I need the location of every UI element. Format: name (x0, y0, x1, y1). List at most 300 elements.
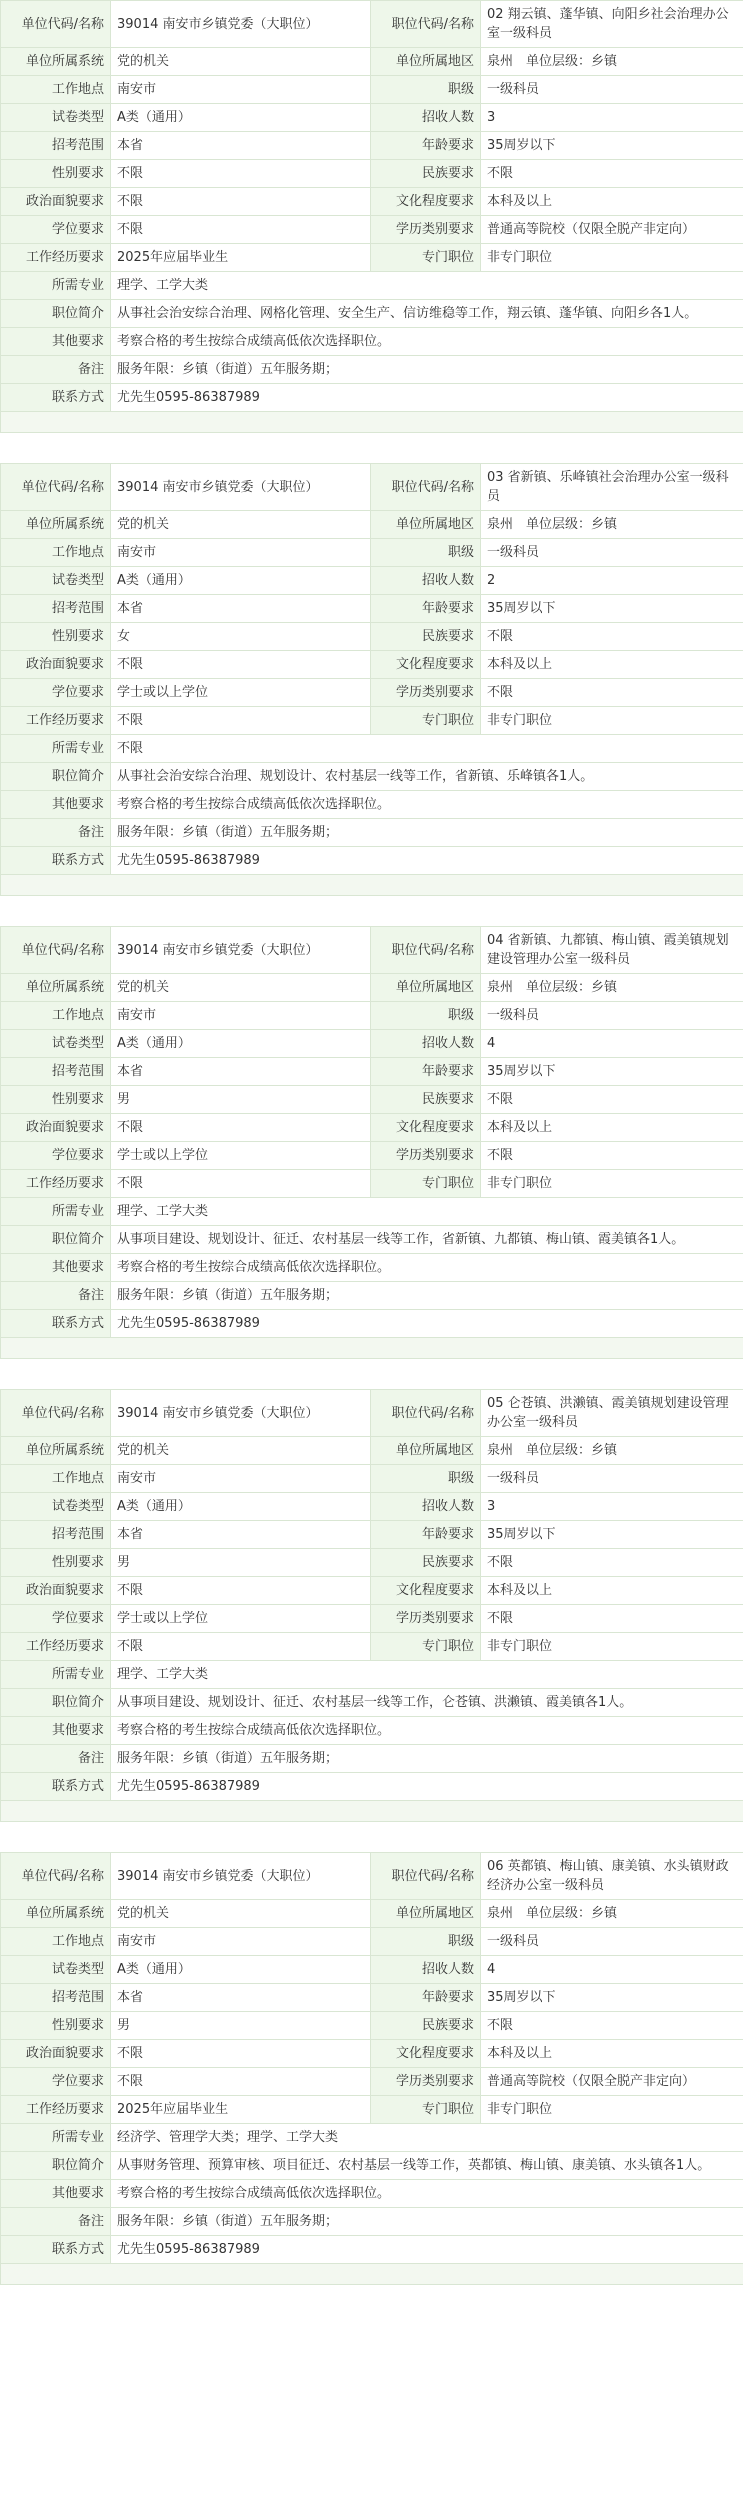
table-row (1, 1114, 743, 1142)
table-footer-row (1, 1338, 743, 1359)
table-row (1, 927, 743, 974)
unit-system-value: 党的机关 (111, 1437, 371, 1465)
education-req-value: 本科及以上 (481, 651, 743, 679)
table-row (1, 2012, 743, 2040)
gender-req-value: 不限 (111, 160, 371, 188)
table-row (1, 1142, 743, 1170)
school-req-value: 普通高等院校（仅限全脱产非定向） (481, 216, 743, 244)
position-code-name-label: 职位代码/名称 (371, 1390, 481, 1437)
work-location-value: 南安市 (111, 1465, 371, 1493)
position-table (0, 0, 743, 433)
degree-req-label: 学位要求 (1, 216, 111, 244)
major-label: 所需专业 (1, 272, 111, 300)
age-req-value: 35周岁以下 (481, 1984, 743, 2012)
exam-type-value: A类（通用） (111, 1956, 371, 1984)
ethnic-req-value: 不限 (481, 2012, 743, 2040)
table-row (1, 1282, 743, 1310)
contact-value: 尤先生0595-86387989 (111, 2236, 743, 2264)
rank-value: 一级科员 (481, 1002, 743, 1030)
recruit-count-label: 招收人数 (371, 104, 481, 132)
table-row (1, 384, 743, 412)
other-req-label: 其他要求 (1, 328, 111, 356)
dedicated-post-value: 非专门职位 (481, 1633, 743, 1661)
degree-req-label: 学位要求 (1, 1142, 111, 1170)
political-req-label: 政治面貌要求 (1, 188, 111, 216)
unit-system-value: 党的机关 (111, 48, 371, 76)
unit-region-value: 泉州 单位层级：乡镇 (481, 974, 743, 1002)
work-exp-req-value: 不限 (111, 1170, 371, 1198)
gender-req-label: 性别要求 (1, 1549, 111, 1577)
political-req-value: 不限 (111, 188, 371, 216)
recruit-scope-value: 本省 (111, 1984, 371, 2012)
education-req-value: 本科及以上 (481, 188, 743, 216)
ethnic-req-label: 民族要求 (371, 623, 481, 651)
age-req-label: 年龄要求 (371, 1984, 481, 2012)
major-value: 理学、工学大类 (111, 272, 743, 300)
work-exp-req-value: 2025年应届毕业生 (111, 244, 371, 272)
rank-value: 一级科员 (481, 1928, 743, 1956)
political-req-value: 不限 (111, 2040, 371, 2068)
table-row (1, 1437, 743, 1465)
table-row (1, 1002, 743, 1030)
dedicated-post-value: 非专门职位 (481, 2096, 743, 2124)
ethnic-req-label: 民族要求 (371, 2012, 481, 2040)
education-req-value: 本科及以上 (481, 1114, 743, 1142)
exam-type-value: A类（通用） (111, 1493, 371, 1521)
school-req-value: 普通高等院校（仅限全脱产非定向） (481, 2068, 743, 2096)
degree-req-value: 学士或以上学位 (111, 1605, 371, 1633)
other-req-value: 考察合格的考生按综合成绩高低依次选择职位。 (111, 2180, 743, 2208)
exam-type-label: 试卷类型 (1, 1956, 111, 1984)
post-intro-label: 职位简介 (1, 763, 111, 791)
post-intro-value: 从事财务管理、预算审核、项目征迁、农村基层一线等工作，英都镇、梅山镇、康美镇、水头镇各1人。 (111, 2152, 743, 2180)
table-row (1, 356, 743, 384)
exam-type-label: 试卷类型 (1, 104, 111, 132)
age-req-value: 35周岁以下 (481, 1521, 743, 1549)
recruit-scope-label: 招考范围 (1, 1984, 111, 2012)
education-req-label: 文化程度要求 (371, 651, 481, 679)
recruit-scope-value: 本省 (111, 1058, 371, 1086)
degree-req-label: 学位要求 (1, 679, 111, 707)
unit-code-name-label: 单位代码/名称 (1, 464, 111, 511)
post-intro-value: 从事社会治安综合治理、网格化管理、安全生产、信访维稳等工作，翔云镇、蓬华镇、向阳乡各1人。 (111, 300, 743, 328)
degree-req-label: 学位要求 (1, 2068, 111, 2096)
table-row (1, 1633, 743, 1661)
unit-region-label: 单位所属地区 (371, 974, 481, 1002)
work-location-value: 南安市 (111, 1928, 371, 1956)
age-req-label: 年龄要求 (371, 132, 481, 160)
table-row (1, 679, 743, 707)
school-req-label: 学历类别要求 (371, 1605, 481, 1633)
unit-code-name-value: 39014 南安市乡镇党委（大职位） (111, 927, 371, 974)
rank-label: 职级 (371, 76, 481, 104)
age-req-label: 年龄要求 (371, 1058, 481, 1086)
table-footer (1, 875, 743, 896)
political-req-label: 政治面貌要求 (1, 2040, 111, 2068)
education-req-value: 本科及以上 (481, 2040, 743, 2068)
table-row (1, 2208, 743, 2236)
post-intro-label: 职位简介 (1, 1226, 111, 1254)
major-value: 不限 (111, 735, 743, 763)
position-code-name-value: 06 英都镇、梅山镇、康美镇、水头镇财政经济办公室一级科员 (481, 1853, 743, 1900)
ethnic-req-value: 不限 (481, 160, 743, 188)
work-location-label: 工作地点 (1, 1002, 111, 1030)
unit-code-name-value: 39014 南安市乡镇党委（大职位） (111, 1853, 371, 1900)
position-code-name-value: 05 仑苍镇、洪濑镇、霞美镇规划建设管理办公室一级科员 (481, 1390, 743, 1437)
unit-code-name-label: 单位代码/名称 (1, 1390, 111, 1437)
other-req-label: 其他要求 (1, 791, 111, 819)
unit-region-label: 单位所属地区 (371, 48, 481, 76)
gender-req-label: 性别要求 (1, 2012, 111, 2040)
work-exp-req-value: 不限 (111, 1633, 371, 1661)
age-req-value: 35周岁以下 (481, 595, 743, 623)
table-row (1, 1773, 743, 1801)
unit-system-label: 单位所属系统 (1, 974, 111, 1002)
rank-value: 一级科员 (481, 76, 743, 104)
table-row (1, 2152, 743, 2180)
remark-value: 服务年限：乡镇（街道）五年服务期； (111, 356, 743, 384)
major-label: 所需专业 (1, 1198, 111, 1226)
table-row (1, 763, 743, 791)
work-exp-req-label: 工作经历要求 (1, 244, 111, 272)
work-exp-req-value: 不限 (111, 707, 371, 735)
recruit-scope-value: 本省 (111, 1521, 371, 1549)
school-req-label: 学历类别要求 (371, 679, 481, 707)
table-row (1, 1549, 743, 1577)
contact-value: 尤先生0595-86387989 (111, 847, 743, 875)
major-value: 理学、工学大类 (111, 1198, 743, 1226)
work-exp-req-label: 工作经历要求 (1, 1633, 111, 1661)
post-intro-label: 职位简介 (1, 1689, 111, 1717)
unit-region-value: 泉州 单位层级：乡镇 (481, 1900, 743, 1928)
table-row (1, 1689, 743, 1717)
degree-req-value: 不限 (111, 216, 371, 244)
political-req-label: 政治面貌要求 (1, 651, 111, 679)
position-block (0, 463, 743, 896)
position-block (0, 926, 743, 1359)
ethnic-req-value: 不限 (481, 1086, 743, 1114)
recruit-scope-label: 招考范围 (1, 1521, 111, 1549)
position-block (0, 1389, 743, 1822)
work-location-label: 工作地点 (1, 1465, 111, 1493)
contact-label: 联系方式 (1, 1773, 111, 1801)
major-label: 所需专业 (1, 2124, 111, 2152)
education-req-label: 文化程度要求 (371, 188, 481, 216)
unit-code-name-value: 39014 南安市乡镇党委（大职位） (111, 1390, 371, 1437)
gender-req-label: 性别要求 (1, 160, 111, 188)
dedicated-post-value: 非专门职位 (481, 707, 743, 735)
work-exp-req-label: 工作经历要求 (1, 2096, 111, 2124)
table-row (1, 1577, 743, 1605)
other-req-value: 考察合格的考生按综合成绩高低依次选择职位。 (111, 791, 743, 819)
dedicated-post-label: 专门职位 (371, 707, 481, 735)
dedicated-post-label: 专门职位 (371, 1170, 481, 1198)
table-row (1, 735, 743, 763)
exam-type-value: A类（通用） (111, 567, 371, 595)
position-block (0, 0, 743, 433)
age-req-value: 35周岁以下 (481, 132, 743, 160)
table-row (1, 847, 743, 875)
school-req-value: 不限 (481, 1142, 743, 1170)
table-row (1, 1605, 743, 1633)
recruit-count-value: 4 (481, 1956, 743, 1984)
table-row (1, 188, 743, 216)
table-row (1, 1956, 743, 1984)
table-row (1, 328, 743, 356)
education-req-label: 文化程度要求 (371, 2040, 481, 2068)
table-row (1, 464, 743, 511)
recruit-scope-value: 本省 (111, 132, 371, 160)
table-row (1, 1853, 743, 1900)
table-row (1, 1254, 743, 1282)
table-footer-row (1, 412, 743, 433)
table-row (1, 1226, 743, 1254)
unit-code-name-label: 单位代码/名称 (1, 1, 111, 48)
table-row (1, 2096, 743, 2124)
table-row (1, 1900, 743, 1928)
remark-value: 服务年限：乡镇（街道）五年服务期； (111, 819, 743, 847)
work-exp-req-label: 工作经历要求 (1, 1170, 111, 1198)
table-row (1, 1058, 743, 1086)
political-req-value: 不限 (111, 651, 371, 679)
education-req-label: 文化程度要求 (371, 1577, 481, 1605)
contact-value: 尤先生0595-86387989 (111, 1310, 743, 1338)
table-row (1, 244, 743, 272)
position-code-name-value: 04 省新镇、九都镇、梅山镇、霞美镇规划建设管理办公室一级科员 (481, 927, 743, 974)
work-exp-req-value: 2025年应届毕业生 (111, 2096, 371, 2124)
exam-type-value: A类（通用） (111, 1030, 371, 1058)
post-intro-value: 从事社会治安综合治理、规划设计、农村基层一线等工作，省新镇、乐峰镇各1人。 (111, 763, 743, 791)
other-req-value: 考察合格的考生按综合成绩高低依次选择职位。 (111, 328, 743, 356)
table-row (1, 1086, 743, 1114)
exam-type-label: 试卷类型 (1, 1493, 111, 1521)
work-location-value: 南安市 (111, 539, 371, 567)
post-intro-value: 从事项目建设、规划设计、征迁、农村基层一线等工作，仑苍镇、洪濑镇、霞美镇各1人。 (111, 1689, 743, 1717)
table-row (1, 1170, 743, 1198)
work-location-label: 工作地点 (1, 1928, 111, 1956)
remark-label: 备注 (1, 2208, 111, 2236)
degree-req-label: 学位要求 (1, 1605, 111, 1633)
school-req-value: 不限 (481, 1605, 743, 1633)
table-row (1, 1493, 743, 1521)
table-footer-row (1, 1801, 743, 1822)
position-code-name-value: 02 翔云镇、蓬华镇、向阳乡社会治理办公室一级科员 (481, 1, 743, 48)
contact-label: 联系方式 (1, 384, 111, 412)
dedicated-post-label: 专门职位 (371, 2096, 481, 2124)
table-footer (1, 412, 743, 433)
contact-label: 联系方式 (1, 847, 111, 875)
gender-req-value: 女 (111, 623, 371, 651)
recruit-count-label: 招收人数 (371, 567, 481, 595)
political-req-label: 政治面貌要求 (1, 1577, 111, 1605)
other-req-label: 其他要求 (1, 2180, 111, 2208)
unit-region-value: 泉州 单位层级：乡镇 (481, 48, 743, 76)
table-row (1, 300, 743, 328)
other-req-label: 其他要求 (1, 1717, 111, 1745)
unit-system-value: 党的机关 (111, 974, 371, 1002)
dedicated-post-label: 专门职位 (371, 244, 481, 272)
unit-system-label: 单位所属系统 (1, 48, 111, 76)
table-footer (1, 2264, 743, 2285)
recruit-count-label: 招收人数 (371, 1030, 481, 1058)
table-row (1, 651, 743, 679)
ethnic-req-label: 民族要求 (371, 1086, 481, 1114)
rank-value: 一级科员 (481, 539, 743, 567)
table-footer (1, 1338, 743, 1359)
work-exp-req-label: 工作经历要求 (1, 707, 111, 735)
work-location-value: 南安市 (111, 1002, 371, 1030)
other-req-value: 考察合格的考生按综合成绩高低依次选择职位。 (111, 1254, 743, 1282)
recruit-count-label: 招收人数 (371, 1493, 481, 1521)
unit-system-value: 党的机关 (111, 1900, 371, 1928)
dedicated-post-value: 非专门职位 (481, 1170, 743, 1198)
table-row (1, 216, 743, 244)
contact-label: 联系方式 (1, 1310, 111, 1338)
position-block (0, 1852, 743, 2285)
unit-region-label: 单位所属地区 (371, 511, 481, 539)
table-row (1, 272, 743, 300)
recruit-count-value: 4 (481, 1030, 743, 1058)
degree-req-value: 学士或以上学位 (111, 1142, 371, 1170)
remark-label: 备注 (1, 356, 111, 384)
position-code-name-value: 03 省新镇、乐峰镇社会治理办公室一级科员 (481, 464, 743, 511)
remark-label: 备注 (1, 1282, 111, 1310)
remark-value: 服务年限：乡镇（街道）五年服务期； (111, 1745, 743, 1773)
unit-system-label: 单位所属系统 (1, 511, 111, 539)
unit-region-value: 泉州 单位层级：乡镇 (481, 511, 743, 539)
table-row (1, 1390, 743, 1437)
unit-system-value: 党的机关 (111, 511, 371, 539)
gender-req-value: 男 (111, 2012, 371, 2040)
table-row (1, 1465, 743, 1493)
rank-label: 职级 (371, 539, 481, 567)
education-req-label: 文化程度要求 (371, 1114, 481, 1142)
age-req-value: 35周岁以下 (481, 1058, 743, 1086)
ethnic-req-value: 不限 (481, 623, 743, 651)
table-row (1, 1030, 743, 1058)
unit-region-label: 单位所属地区 (371, 1900, 481, 1928)
rank-label: 职级 (371, 1002, 481, 1030)
table-row (1, 160, 743, 188)
table-row (1, 48, 743, 76)
table-row (1, 2236, 743, 2264)
table-row (1, 2180, 743, 2208)
table-row (1, 2124, 743, 2152)
rank-label: 职级 (371, 1465, 481, 1493)
table-row (1, 76, 743, 104)
recruit-scope-value: 本省 (111, 595, 371, 623)
rank-label: 职级 (371, 1928, 481, 1956)
recruit-count-value: 3 (481, 1493, 743, 1521)
table-row (1, 104, 743, 132)
age-req-label: 年龄要求 (371, 595, 481, 623)
other-req-label: 其他要求 (1, 1254, 111, 1282)
table-row (1, 1, 743, 48)
position-code-name-label: 职位代码/名称 (371, 464, 481, 511)
unit-code-name-value: 39014 南安市乡镇党委（大职位） (111, 464, 371, 511)
post-intro-label: 职位简介 (1, 2152, 111, 2180)
work-location-label: 工作地点 (1, 539, 111, 567)
political-req-value: 不限 (111, 1577, 371, 1605)
exam-type-label: 试卷类型 (1, 567, 111, 595)
political-req-label: 政治面貌要求 (1, 1114, 111, 1142)
remark-label: 备注 (1, 819, 111, 847)
table-row (1, 595, 743, 623)
position-code-name-label: 职位代码/名称 (371, 1853, 481, 1900)
school-req-value: 不限 (481, 679, 743, 707)
recruit-count-label: 招收人数 (371, 1956, 481, 1984)
degree-req-value: 不限 (111, 2068, 371, 2096)
table-row (1, 1198, 743, 1226)
table-row (1, 1984, 743, 2012)
remark-label: 备注 (1, 1745, 111, 1773)
post-intro-label: 职位简介 (1, 300, 111, 328)
school-req-label: 学历类别要求 (371, 1142, 481, 1170)
unit-region-value: 泉州 单位层级：乡镇 (481, 1437, 743, 1465)
position-table (0, 463, 743, 896)
position-table (0, 1389, 743, 1822)
table-row (1, 511, 743, 539)
remark-value: 服务年限：乡镇（街道）五年服务期； (111, 1282, 743, 1310)
work-location-label: 工作地点 (1, 76, 111, 104)
major-label: 所需专业 (1, 1661, 111, 1689)
position-code-name-label: 职位代码/名称 (371, 1, 481, 48)
unit-system-label: 单位所属系统 (1, 1437, 111, 1465)
recruit-scope-label: 招考范围 (1, 595, 111, 623)
table-row (1, 974, 743, 1002)
school-req-label: 学历类别要求 (371, 2068, 481, 2096)
remark-value: 服务年限：乡镇（街道）五年服务期； (111, 2208, 743, 2236)
table-row (1, 623, 743, 651)
unit-code-name-value: 39014 南安市乡镇党委（大职位） (111, 1, 371, 48)
unit-code-name-label: 单位代码/名称 (1, 927, 111, 974)
school-req-label: 学历类别要求 (371, 216, 481, 244)
major-value: 理学、工学大类 (111, 1661, 743, 1689)
table-footer (1, 1801, 743, 1822)
gender-req-label: 性别要求 (1, 623, 111, 651)
gender-req-value: 男 (111, 1549, 371, 1577)
unit-system-label: 单位所属系统 (1, 1900, 111, 1928)
table-row (1, 791, 743, 819)
dedicated-post-label: 专门职位 (371, 1633, 481, 1661)
table-row (1, 1745, 743, 1773)
political-req-value: 不限 (111, 1114, 371, 1142)
exam-type-value: A类（通用） (111, 104, 371, 132)
table-footer-row (1, 2264, 743, 2285)
ethnic-req-label: 民族要求 (371, 1549, 481, 1577)
other-req-value: 考察合格的考生按综合成绩高低依次选择职位。 (111, 1717, 743, 1745)
position-table (0, 1852, 743, 2285)
table-row (1, 132, 743, 160)
table-row (1, 1310, 743, 1338)
contact-label: 联系方式 (1, 2236, 111, 2264)
contact-value: 尤先生0595-86387989 (111, 384, 743, 412)
recruit-scope-label: 招考范围 (1, 1058, 111, 1086)
rank-value: 一级科员 (481, 1465, 743, 1493)
major-label: 所需专业 (1, 735, 111, 763)
gender-req-label: 性别要求 (1, 1086, 111, 1114)
contact-value: 尤先生0595-86387989 (111, 1773, 743, 1801)
table-row (1, 1521, 743, 1549)
table-row (1, 2040, 743, 2068)
unit-region-label: 单位所属地区 (371, 1437, 481, 1465)
ethnic-req-value: 不限 (481, 1549, 743, 1577)
post-intro-value: 从事项目建设、规划设计、征迁、农村基层一线等工作，省新镇、九都镇、梅山镇、霞美镇各1人。 (111, 1226, 743, 1254)
recruit-count-value: 2 (481, 567, 743, 595)
table-row (1, 707, 743, 735)
table-row (1, 819, 743, 847)
table-row (1, 1928, 743, 1956)
